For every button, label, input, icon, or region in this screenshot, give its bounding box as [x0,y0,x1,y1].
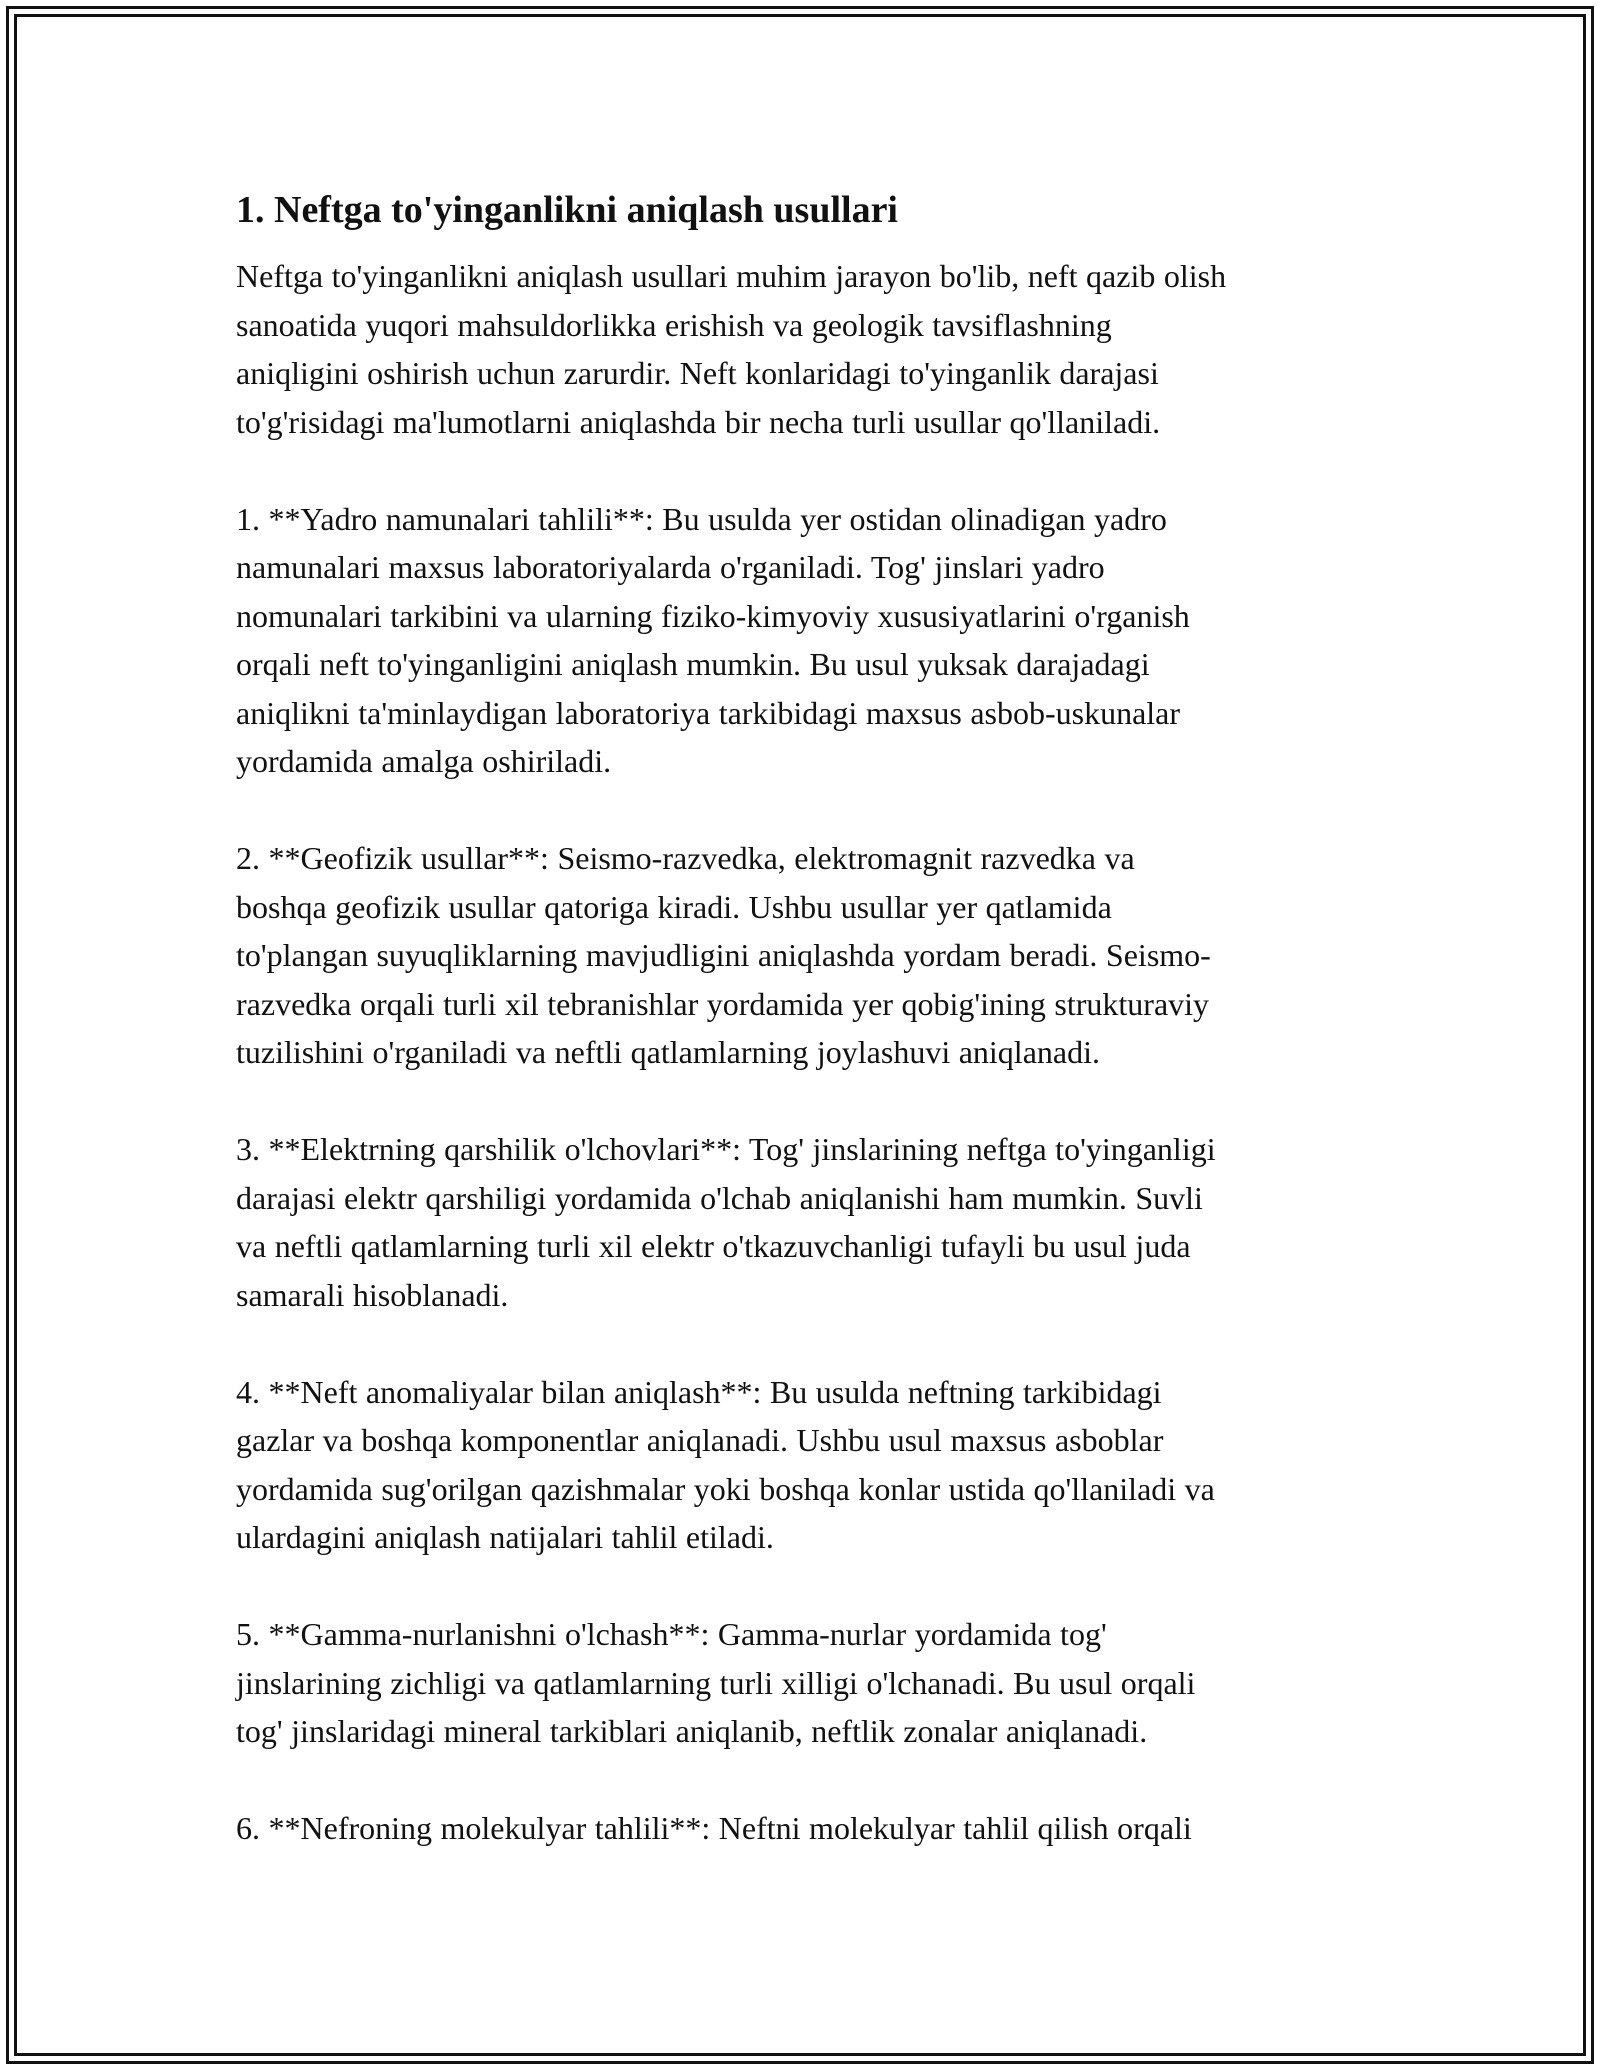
text-line: nomunalari tarkibini va ularning fiziko-kimyoviy xususiyatlarini o'rganish [236,597,1190,634]
paragraph-item-1 [236,495,1376,786]
document-title: 1. Neftga to'yinganlikni aniqlash usullari [236,189,898,231]
text-line: darajasi elektr qarshiligi yordamida o'lchab aniqlanishi ham mumkin. Suvli [236,1179,1203,1216]
text-line: 6. **Nefroning molekulyar tahlili**: Neftni molekulyar tahlil qilish orqali [236,1810,1192,1846]
text-line: Neftga to'yinganlikni aniqlash usullari muhim jarayon bo'lib, neft qazib olish [236,258,1227,294]
text-line: namunalari maxsus laboratoriyalarda o'rganiladi. Tog' jinslari yadro [236,549,1105,585]
paragraph-item-2 [236,834,1376,1077]
text-line: boshqa geofizik usullar qatoriga kiradi. Ushbu usullar yer qatlamida [236,888,1112,925]
text-line: aniqligini oshirish uchun zarurdir. Neft konlaridagi to'yinganlik darajasi [236,355,1159,391]
text-line: jinslarining zichligi va qatlamlarning turli xilligi o'lchanadi. Bu usul orqali [236,1664,1196,1701]
paragraph-intro [236,252,1376,446]
paragraph-item-6 [236,1804,1376,1853]
text-line: 5. **Gamma-nurlanishni o'lchash**: Gamma-nurlar yordamida tog' [236,1616,1107,1652]
text-line: aniqlikni ta'minlaydigan laboratoriya tarkibidagi maxsus asbob-uskunalar [236,694,1181,731]
text-line: yordamida sug'orilgan qazishmalar yoki boshqa konlar ustida qo'llaniladi va [236,1470,1215,1507]
text-line: razvedka orqali turli xil tebranishlar yordamida yer qobig'ining strukturaviy [236,985,1210,1022]
text-line: va neftli qatlamlarning turli xil elektr o'tkazuvchanligi tufayli bu usul juda [236,1228,1191,1264]
text-line: 1. **Yadro namunalari tahlili**: Bu usulda yer ostidan olinadigan yadro [236,500,1167,537]
text-line: tog' jinslaridagi mineral tarkiblari aniqlanib, neftlik zonalar aniqlanadi. [236,1713,1148,1749]
text-line: sanoatida yuqori mahsuldorlikka erishish va geologik tavsiflashning [236,306,1112,343]
text-line: ulardagini aniqlash natijalari tahlil etiladi. [236,1519,774,1555]
document-body [236,186,1376,1901]
text-line: to'g'risidagi ma'lumotlarni aniqlashda bir necha turli usullar qo'llaniladi. [236,403,1161,440]
text-line: orqali neft to'yinganligini aniqlash mumkin. Bu usul yuksak darajadagi [236,646,1150,682]
text-line: gazlar va boshqa komponentlar aniqlanadi. Ushbu usul maxsus asboblar [236,1422,1164,1458]
text-line: 4. **Neft anomaliyalar bilan aniqlash**: Bu usulda neftning tarkibidagi [236,1373,1162,1410]
paragraph-item-3 [236,1125,1376,1319]
paragraph-item-5 [236,1610,1376,1756]
text-line: 2. **Geofizik usullar**: Seismo-razvedka, elektromagnit razvedka va [236,840,1135,876]
text-line: tuzilishini o'rganiladi va neftli qatlamlarning joylashuvi aniqlanadi. [236,1034,1100,1070]
text-line: 3. **Elektrning qarshilik o'lchovlari**: Tog' jinslarining neftga to'yinganligi [236,1131,1216,1167]
text-line: yordamida amalga oshiriladi. [236,743,612,779]
paragraph-item-4 [236,1368,1376,1562]
text-line: to'plangan suyuqliklarning mavjudligini aniqlashda yordam beradi. Seismo- [236,937,1211,973]
text-line: samarali hisoblanadi. [236,1276,509,1313]
